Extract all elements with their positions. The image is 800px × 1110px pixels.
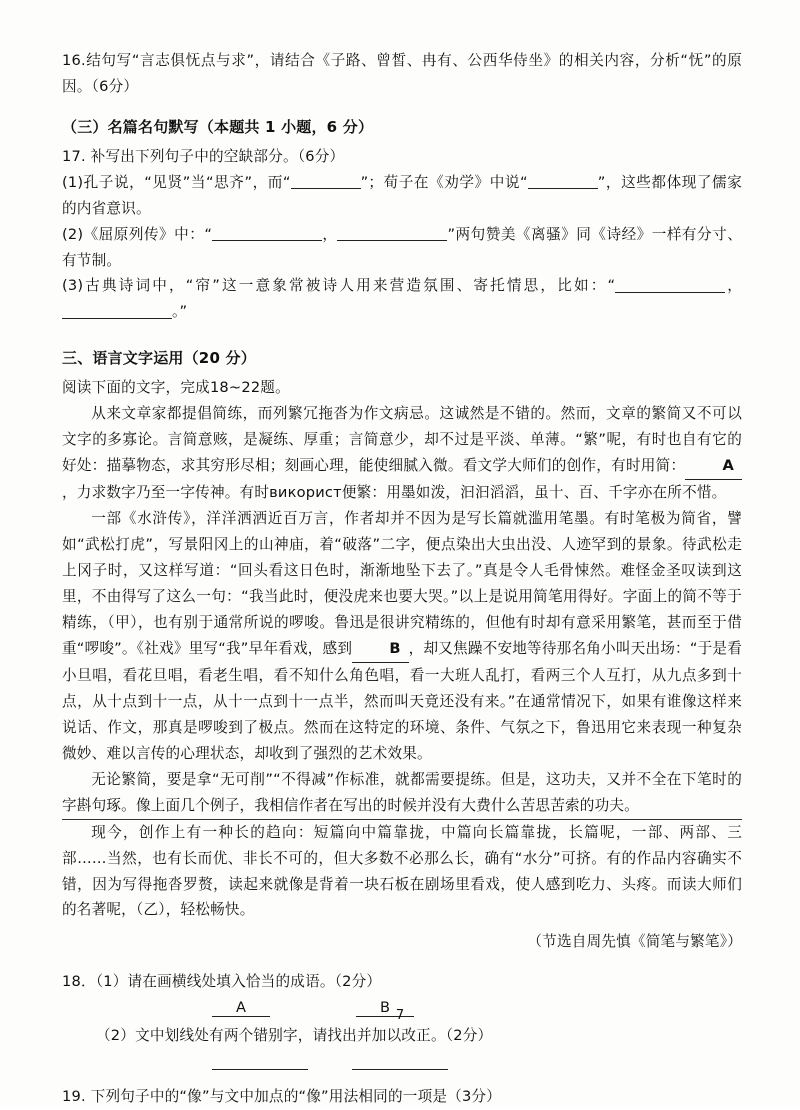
passage-p1-part2: ，力求数字乃至一字传神。有时використ便繁：用墨如泼，汩汩滔滔，虽十、百、千字亦在所不惜。 [62,483,727,501]
passage-attribution: （节选自周先慎《简笔与繁笔》） [527,933,742,951]
answer-blank[interactable] [212,225,322,241]
q17-3-text-a: (3)古典诗词中，“帘”这一意象常被诗人用来营造氛围、寄托情思，比如：“ [62,277,616,295]
blank-marker-a[interactable]: A [685,453,742,480]
question-18-part1: 18．（1）请在画横线处填入恰当的成语。（2分） [62,973,382,991]
question-19: 19. 下列句子中的“像”与文中加点的“像”用法相同的一项是（3分） [62,1088,502,1106]
passage-paragraph-4: 现今，创作上有一种长的趋向：短篇向中篇靠拢，中篇向长篇靠拢，长篇呢，一部、两部、三部……当然，也有长而优、非长不可的，但大多数不必那么长，确有“水分”可挤。有的作品内容确实不错，因为写得拖沓罗赘，读起来就像是背着一块石板在剧场里看戏，使人感到吃力、头疼。而读大师们的名著呢，（乙），轻松畅快。 [62,823,742,919]
q17-1-text-b: ”；荀子在《劝学》中说“ [360,173,528,191]
blank-label-a[interactable]: A [212,999,270,1017]
blank-marker-b[interactable]: B [352,636,409,663]
question-17-lead: 17. 补写出下列句子中的空缺部分。（6分） [62,147,345,165]
passage-paragraph-2 [62,506,742,767]
question-16: 16.结句写“言志俱怃点与求”，请结合《子路、曾皙、冉有、公西华侍坐》的相关内容，分析“怃”的原因。（6分） [62,52,742,95]
passage-p2-part1: 一部《水浒传》，洋洋洒洒近百万言，作者却并不因为是写长篇就滥用笔墨。有时笔极为简省，譬如“武松打虎”，写景阳冈上的山神庙，着“破落”二字，便点染出大虫出没、人迹罕到的景象。待武松走上冈子时，又这样写道：“回头看这日色时，渐渐地坠下去了。”真是令人毛骨悚然。难怪金圣叹读到这里，不由得写了这么一句：“我当此时，便没虎来也要大哭。”以上是说用简笔用得好。字面上的简不等于精练，（甲），也有别于通常所说的啰唆。鲁迅是很讲究精练的，但他有时却有意采用繁笔，甚而至于借重“啰唆”。《社戏》里写“我”早年看戏，感到 [62,509,742,657]
question-17-item-2 [62,222,742,274]
q17-2-text-b: ， [322,225,338,243]
page-number: 7 [395,1008,405,1023]
answer-line[interactable] [352,1055,448,1070]
q17-2-text-c: ”两句赞美《离骚》同《诗经》一样有分寸、有节制。 [62,225,743,269]
answer-blank[interactable] [291,173,361,189]
q17-1-text-c: ”，这些都体现了儒家的内省意识。 [62,173,742,217]
page-content [62,48,742,1110]
passage-p2-part2: ，却又焦躁不安地等待那名角小叫天出场：“于是看小旦唱，看花旦唱，看老生唱，看不知什么角色唱，看一大班人乱打，看两三个人互打，从九点多到十点，从十点到十一点，从十一点到十一点半，然而叫天竟还没有来。”在通常情况下，如果有谁像这样来说话、作文，那真是啰唆到了极点。然而在这特定的环境、条件、气氛之下，鲁迅用它来表现一种复杂微妙、难以言传的心理状态，却收到了强烈的艺术效果。 [62,639,742,762]
question-18-answer-lines [62,1055,742,1070]
reading-instruction: 阅读下面的文字，完成18~22题。 [62,379,290,397]
answer-line[interactable] [212,1055,308,1070]
answer-blank[interactable] [62,303,172,319]
q17-2-text-a: (2)《屈原列传》中：“ [62,225,213,243]
answer-blank[interactable] [528,173,598,189]
question-17-item-1 [62,170,742,222]
question-17-item-3 [62,273,742,325]
answer-blank[interactable] [337,225,447,241]
answer-blank[interactable] [615,277,725,293]
section-heading-mingju: （三）名篇名句默写（本题共 1 小题，6 分） [62,117,374,136]
section-heading-language-use: 三、语言文字运用（20 分） [62,349,256,368]
passage-paragraph-3-underlined: 无论繁简，要是拿“无可削”“不得减”作标准，就都需要提练。但是，这功夫，又并不全在下笔时的字斟句琢。像上面几个例子，我相信作者在写出的时候并没有大费什么苦思苦索的功夫。 [62,767,742,820]
passage-paragraph-1 [62,401,742,506]
question-18-part2: （2）文中划线处有两个错别字，请找出并加以改正。（2分） [96,1027,493,1045]
q17-1-text-a: (1)孔子说，“见贤”当“思齐”，而“ [62,173,291,191]
q17-3-text-c: 。” [172,303,188,321]
q17-3-text-b: ， [725,277,742,295]
blank-label-b[interactable]: B [356,999,414,1017]
passage-p1-part1: 从来文章家都提倡简练，而列繁冗拖沓为作文病忌。这诚然是不错的。然而，文章的繁简又不可以文字的多寡论。言简意赅，是凝练、厚重；言简意少，却不过是平淡、单薄。“繁”呢，有时也自有它的好处：描摹物态，求其穷形尽相；刻画心理，能使细腻入微。看文学大师们的创作，有时用简： [62,405,742,474]
